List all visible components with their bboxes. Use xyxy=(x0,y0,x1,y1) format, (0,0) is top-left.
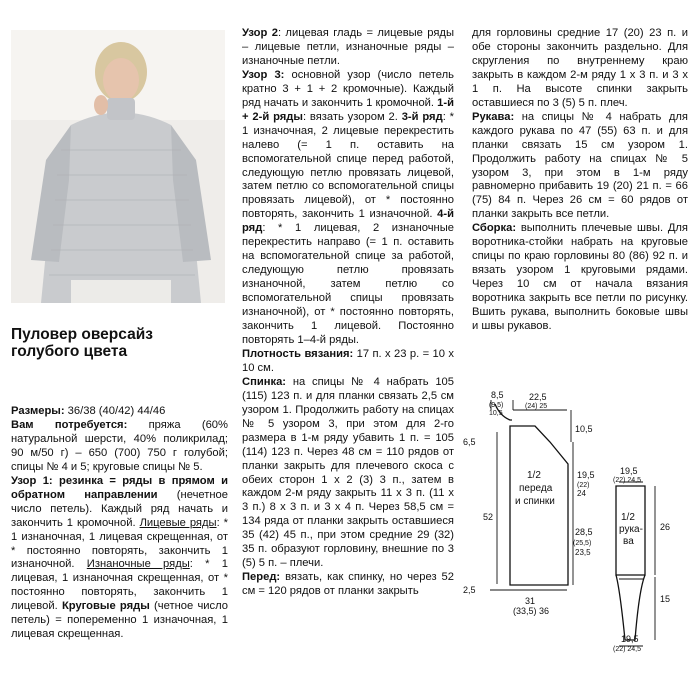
column-2 xyxy=(242,27,454,599)
back-label: и спинки xyxy=(515,496,555,507)
dim-23-5: 23,5 xyxy=(575,548,591,557)
pattern-1-paragraph: Узор 1: резинка = ряды в прямом и обратном направлении (нечетное число петель). Каждый ряд начать и закончить 1 кромочной. Лицевые ряды: * 1 изнаночная, 1 лицевая скрещенная, от * постоянно повторять, закончить 1 изнаночной. Изнаночные ряды: * 1 лицевая, 1 изнаночная скрещенная, от * постоянно повторять, закончить 1 лицевой. Круговые ряды (четное число петель) = попеременно 1 изначочная, 1 лицевая скрещенная. xyxy=(11,474,228,641)
dim-22: (22) xyxy=(577,482,590,489)
title-line-1: Пуловер оверсайз xyxy=(11,326,153,343)
dim-25-5: (25,5) xyxy=(573,540,592,547)
dim-19-5: 19,5 xyxy=(577,470,595,480)
dim-10-5b: 10,5 xyxy=(575,424,593,434)
dim-24-25: (24) 25 xyxy=(525,403,548,410)
pattern-diagram xyxy=(455,390,695,690)
density-paragraph: Плотность вязания: 17 п. х 23 р. = 10 х 10 см. xyxy=(242,347,454,374)
dim-10-5a: 10,5 xyxy=(489,410,503,417)
dim-6-5: 6,5 xyxy=(463,437,476,447)
dim-8-5: 8,5 xyxy=(491,390,504,400)
sizes-paragraph: Размеры: 36/38 (40/42) 44/46 xyxy=(11,405,166,417)
front-paragraph: Перед: вязать, как спинку, но через 52 см = 120 рядов от планки закрыть xyxy=(242,571,454,598)
dim-52: 52 xyxy=(483,512,494,522)
face xyxy=(103,58,139,102)
sleeve-half-label: 1/2 xyxy=(621,512,635,523)
column-3 xyxy=(472,27,688,334)
back-paragraph: Спинка: на спицы № 4 набрать 105 (115) 123 п. и для планки связать 2,5 см узором 1. Продолжить работу на спицах № 5 узором 3, при этом для 2-го размера в 1-м ряду убавить 1 п. = 105 (114) 123 п. Через 48 см = 110 рядов от планки закрыть для плечевого скоса с обеих сторон 1 х 2 (3) 3 п., затем в каждом 2-м ряду закрыть 11 х 3 п. (11 х 3 п.) 8 х 3 п. и 3 х 4 п. Через 58,5 см = 134 ряда от планки закрыть оставшиеся 35 (42) 45 п., при этом средние 29 (32) 35 п. образуют горловину, внешние по 3 (5) 5 п. – плечи. xyxy=(242,375,454,570)
sleeve-bottom-19-5: 19,5 xyxy=(621,634,639,644)
title-line-2: голубого цвета xyxy=(11,343,128,360)
assembly-paragraph: Сборка: выполнить плечевые швы. Для воротника-стойки набрать на круговые спицы по краю горловины 80 (86) 92 п. и вязать узором 1 круговыми рядами. Через 10 см от начала вязания воротника закрыть все петли по рисунку. Вшить рукава, выполнить боковые швы и швы рукавов. xyxy=(472,222,688,333)
sleeve-label-2: ва xyxy=(623,536,634,547)
pattern-2-paragraph: Узор 2: лицевая гладь = лицевые ряды – лицевые петли, изнаночные ряды – изнаночные петли. xyxy=(242,27,454,67)
column-1 xyxy=(11,405,228,642)
sleeve-dim-26: 26 xyxy=(660,522,671,532)
dim-24: 24 xyxy=(577,489,586,498)
dim-31: 31 xyxy=(525,596,536,606)
sleeve-label-1: рука- xyxy=(619,524,643,535)
sleeves-paragraph: Рукава: на спицы № 4 набрать для каждого рукава по 47 (55) 63 п. и для планки связать 15 см узором 1. Продолжить работу на спицах № 5 узором 3, при этом в 1-м ряду равномерно прибавить 19 (20) 21 п. = 66 (75) 84 п. Через 26 см = 60 рядов от планки закрыть все петли. xyxy=(472,110,688,221)
front-half-label: 1/2 xyxy=(527,470,541,481)
page-title xyxy=(11,326,231,360)
sleeve-dim-22: (22) 24,5 xyxy=(613,477,642,484)
materials-paragraph: Вам потребуется: пряжа (60% натуральной шерсти, 40% поликрилад; 90 м/50 г) – 650 (700) 750 г голубой; спицы № 4 и 5; круговые спицы № 5. xyxy=(11,418,228,473)
dim-2-5: 2,5 xyxy=(463,585,476,595)
sweater-photo xyxy=(11,30,225,303)
front-label: переда xyxy=(519,483,553,494)
dim-33-5-36: (33,5) 36 xyxy=(513,606,550,616)
sleeve-bottom-22: (22) 24,5 xyxy=(613,646,642,653)
front-continued: для горловины средние 17 (20) 23 п. и обе стороны закончить раздельно. Для скругления по внутреннему краю закрыть в каждом 2-м ряду 1 х 3 п. и 3 х 1 п. На высоте спинки закрыть оставшиеся по 3 (5) 5 п. плеч. xyxy=(472,27,688,109)
sleeve-dim-15: 15 xyxy=(660,594,671,604)
sleeve-dim-19-5: 19,5 xyxy=(620,466,638,476)
dim-22-5: 22,5 xyxy=(529,392,547,402)
pattern-3-paragraph: Узор 3: основной узор (число петель кратно 3 + 1 + 2 кромочные). Каждый ряд начать и закончить 1 кромочной. 1-й + 2-й ряды: вязать узором 2. 3-й ряд: * 1 изначочная, 2 лицевые перекрестить налево (= 1 п. оставить на вспомогательной спице перед работой, следующую петлю провязать лицевой, затем петлю со вспомогательной спицы провязать лицевой), от * постоянно повторять, закончить 1 изначочной. 4-й ряд: * 1 лицевая, 2 изнаночные перекрестить направо (= 1 п. оставить на вспомогательной спице за работой, следующую петлю провязать изнаночной, затем петлю со вспомогательной спицы провязать изнаночной), от * постоянно повторять, закончить 1 лицевой. Постоянно повторять 1–4-й ряды. xyxy=(242,68,455,346)
dim-28-5: 28,5 xyxy=(575,527,593,537)
dim-9-5: (9,5) xyxy=(489,402,504,409)
